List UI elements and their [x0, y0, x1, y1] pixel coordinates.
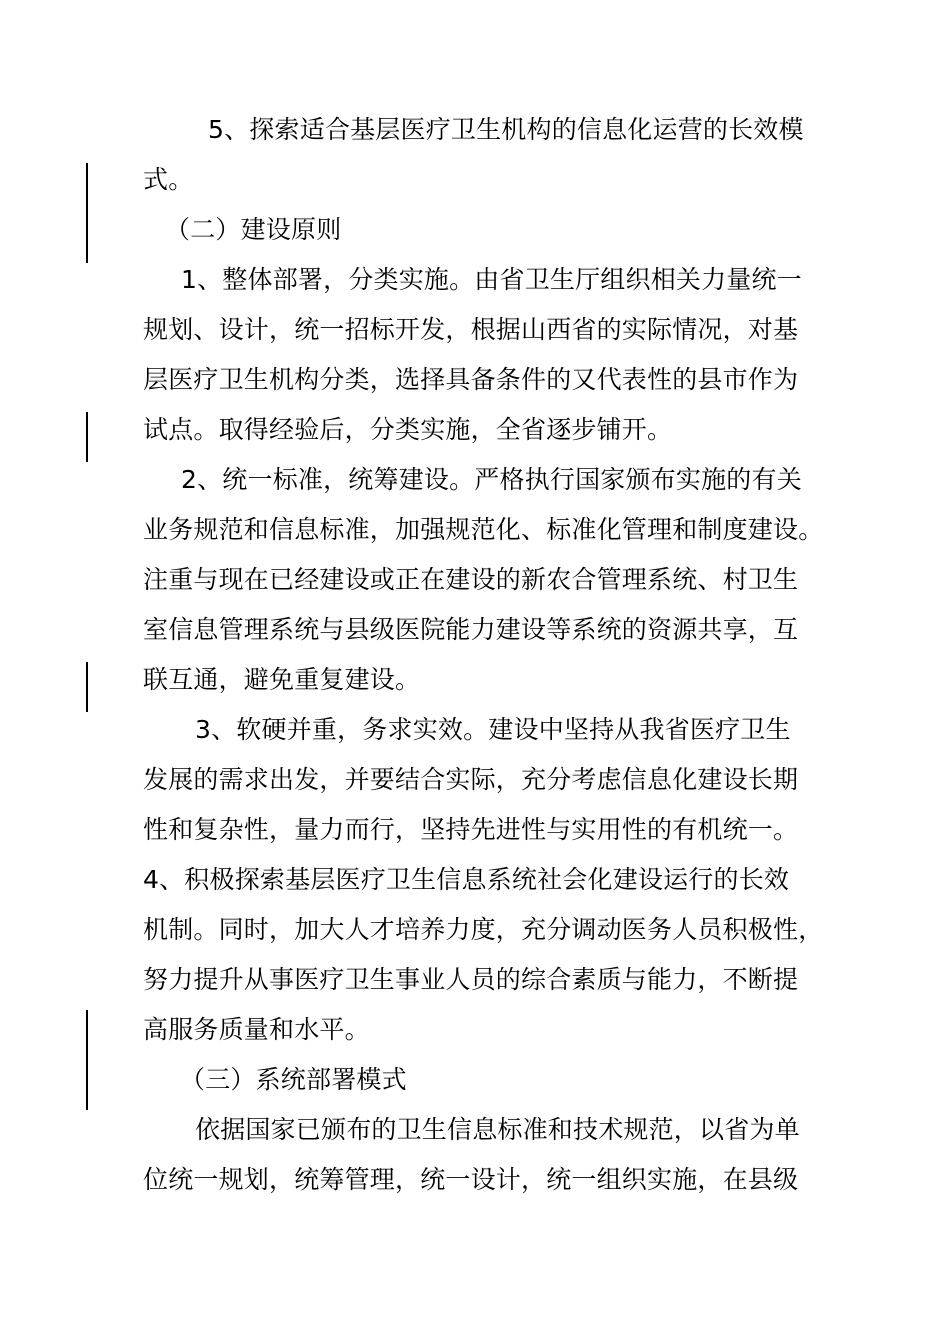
text-line: 高服务质量和水平。 — [143, 1015, 370, 1044]
section-heading: （二）建设原则 — [165, 215, 342, 244]
text-line: 联互通，避免重复建设。 — [143, 665, 421, 694]
text-line: 室信息管理系统与县级医院能力建设等系统的资源共享，互 — [143, 615, 799, 644]
text-line: 性和复杂性，量力而行，坚持先进性与实用性的有机统一。 — [143, 815, 799, 844]
text-line: 努力提升从事医疗卫生事业人员的综合素质与能力，不断提 — [143, 965, 799, 994]
text-line: 2、统一标准，统筹建设。严格执行国家颁布实施的有关 — [181, 465, 802, 494]
text-line: 机制。同时，加大人才培养力度，充分调动医务人员积极性， — [143, 915, 824, 944]
revision-bar — [86, 412, 88, 462]
text-line: 位统一规划，统筹管理，统一设计，统一组织实施，在县级 — [143, 1165, 799, 1194]
text-line: 依据国家已颁布的卫生信息标准和技术规范，以省为单 — [195, 1115, 800, 1144]
revision-bar — [86, 662, 88, 712]
text-line: 发展的需求出发，并要结合实际，充分考虑信息化建设长期 — [143, 765, 799, 794]
text-line: 层医疗卫生机构分类，选择具备条件的又代表性的县市作为 — [143, 365, 799, 394]
text-line: 5、探索适合基层医疗卫生机构的信息化运营的长效模 — [208, 115, 804, 144]
revision-bar — [86, 1010, 88, 1110]
text-line: 1、整体部署，分类实施。由省卫生厅组织相关力量统一 — [181, 265, 802, 294]
text-line: 3、软硬并重，务求实效。建设中坚持从我省医疗卫生 — [195, 715, 791, 744]
text-line: 业务规范和信息标准，加强规范化、标准化管理和制度建设。 — [143, 515, 824, 544]
text-line: 注重与现在已经建设或正在建设的新农合管理系统、村卫生 — [143, 565, 799, 594]
section-heading: （三）系统部署模式 — [180, 1065, 407, 1094]
text-line: 试点。取得经验后，分类实施，全省逐步铺开。 — [143, 415, 673, 444]
text-line: 规划、设计，统一招标开发，根据山西省的实际情况，对基 — [143, 315, 799, 344]
text-line: 4、积极探索基层医疗卫生信息系统社会化建设运行的长效 — [143, 865, 790, 894]
revision-bar — [86, 163, 88, 263]
text-line: 式。 — [143, 165, 194, 194]
